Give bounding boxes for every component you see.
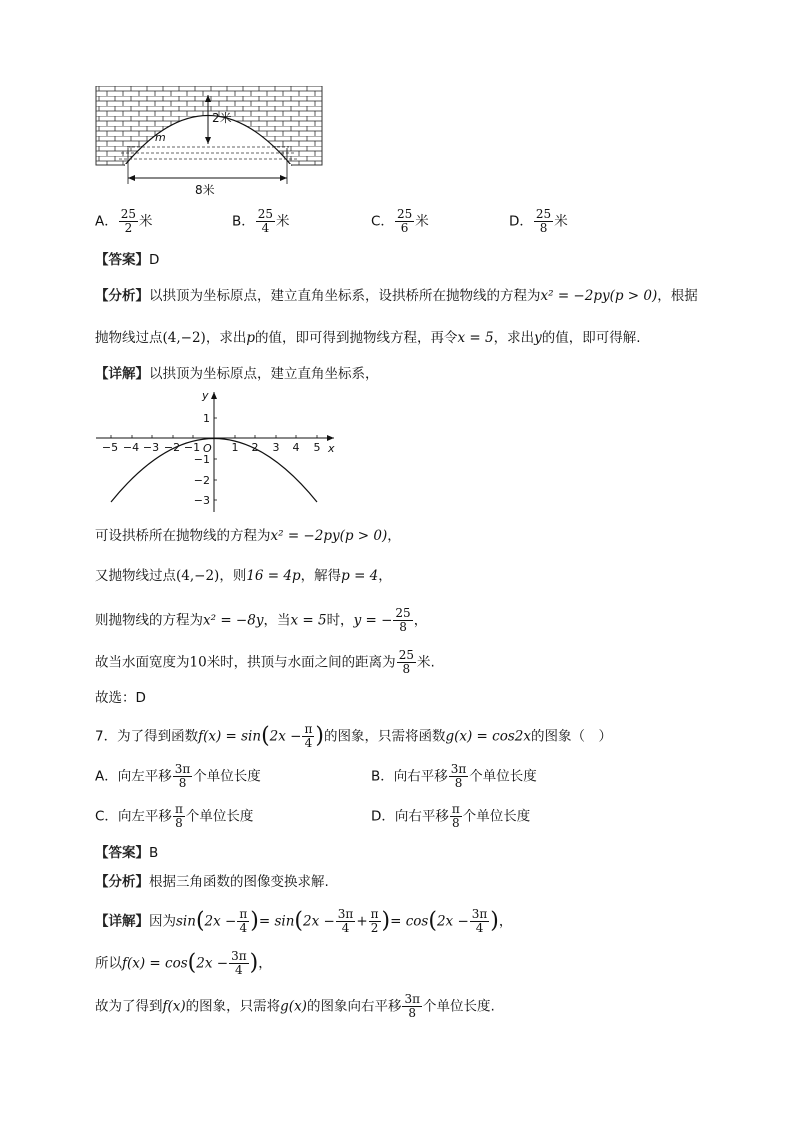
q6-analysis-line2: 抛物线过点(4,−2)，求出p的值，即可得到抛物线方程，再令x = 5，求出y的值，即可得解. [95, 330, 641, 346]
y-tick-label: 1 [203, 412, 210, 425]
q6-step1: 可设拱桥所在抛物线的方程为x² = −2py(p > 0)， [95, 528, 401, 544]
q6-step2: 又抛物线过点(4,−2)，则16 = 4p，解得p = 4， [95, 568, 392, 584]
q6-option-c: C． $\frac{25}{6}$ 米 [371, 207, 429, 235]
arch-bridge-figure [95, 86, 335, 186]
q7-option-a: A．向左平移 $\frac{3\pi}{8}$ 个单位长度 [95, 762, 261, 790]
q6-option-b: B． $\frac{25}{4}$ 米 [232, 207, 290, 235]
parabola-graph [92, 388, 342, 518]
q7-option-c: C．向左平移 $\frac{\pi}{8}$ 个单位长度 [95, 802, 254, 830]
q6-choose: 故选：D [95, 690, 146, 706]
q7-answer: 【答案】B [95, 845, 159, 861]
width-label: 8米 [195, 183, 215, 197]
x-tick-label: −4 [122, 441, 140, 454]
q6-detail-line1: 【详解】以拱顶为坐标原点，建立直角坐标系， [95, 366, 379, 382]
x-tick-label: 4 [292, 441, 300, 454]
x-tick-label: −5 [101, 441, 119, 454]
x-tick-label: −2 [163, 441, 181, 454]
m-label: m [155, 131, 166, 144]
y-tick-label: −2 [193, 474, 210, 487]
q6-answer: 【答案】D [95, 252, 160, 268]
q7-stem: 7．为了得到函数f(x) = sin(2x − $\frac{\pi}{4}$ )的图象，只需将函数g(x) = cos2x的图象（ ） [95, 722, 612, 750]
q6-option-a: A． $\frac{25}{2}$ 米 [95, 207, 153, 235]
q6-step4: 故当水面宽度为10米时，拱顶与水面之间的距离为 $\frac{25}{8}$ 米. [95, 648, 435, 676]
x-tick-label: 3 [272, 441, 280, 454]
q6-step3: 则抛物线的方程为x² = −8y，当x = 5时，y = − $\frac{25}{8}$ ， [95, 606, 428, 634]
q7-option-d: D．向右平移 $\frac{\pi}{8}$ 个单位长度 [371, 802, 531, 830]
q7-analysis: 【分析】根据三角函数的图像变换求解. [95, 874, 329, 890]
x-tick-label: −1 [183, 441, 201, 454]
q7-detail-line2: 所以f(x) = cos(2x − $\frac{3\pi}{4}$ )， [95, 949, 272, 977]
x-tick-label: 1 [231, 441, 239, 454]
x-axis-label: x [328, 442, 335, 455]
q7-detail-line3: 故为了得到f(x)的图象，只需将g(x)的图象向右平移 $\frac{3\pi}{8}$ 个单位长度. [95, 992, 495, 1020]
y-axis-label: y [202, 389, 209, 402]
q7-option-b: B．向右平移 $\frac{3\pi}{8}$ 个单位长度 [371, 762, 537, 790]
origin-label: O [203, 442, 212, 455]
y-tick-label: −1 [193, 453, 210, 466]
q6-analysis-line1: 【分析】以拱顶为坐标原点，建立直角坐标系，设拱桥所在抛物线的方程为x² = −2py(p > 0)，根据 [95, 288, 698, 304]
q7-detail-line1: 【详解】因为sin(2x − $\frac{\pi}{4}$ )= sin(2x − $\frac{3\pi}{4}$ + $\frac{\pi}{2}$ )= cos(2x − $\frac{3\pi}{4}$ )， [95, 907, 513, 935]
height-label: 2米 [212, 111, 232, 125]
x-tick-label: 2 [251, 441, 259, 454]
q6-option-d: D． $\frac{25}{8}$ 米 [509, 207, 568, 235]
x-tick-label: −3 [142, 441, 160, 454]
x-tick-label: 5 [313, 441, 321, 454]
y-tick-label: −3 [193, 494, 210, 507]
